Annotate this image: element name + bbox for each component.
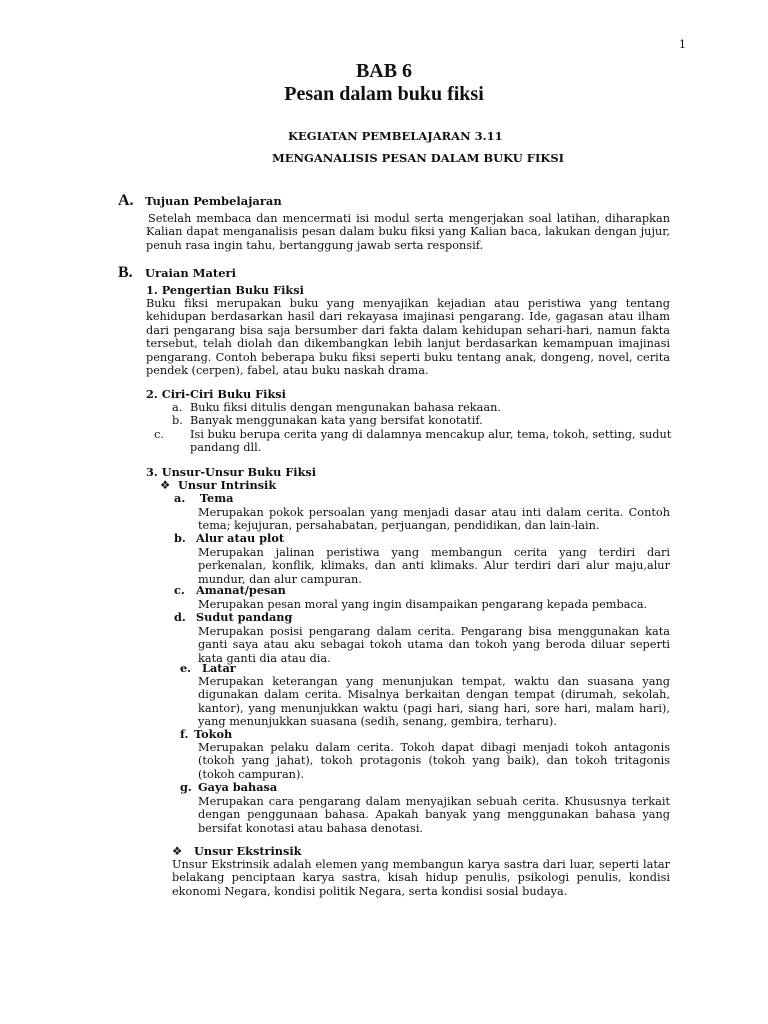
intrinsik-c-text: Merupakan pesan moral yang ingin disampaikan pengarang kepada pembaca.	[198, 598, 648, 611]
intrinsik-d-label: d.	[174, 610, 186, 624]
intrinsik-g-label: g.	[180, 780, 192, 794]
intrinsik-a-title: Tema	[196, 491, 234, 505]
intrinsik-d-title: Sudut pandang	[196, 610, 293, 624]
item2-point-a-label: a.	[172, 401, 183, 414]
item2-point-b	[172, 414, 672, 427]
section-a-title: Tujuan Pembelajaran	[145, 194, 282, 208]
item2-point-a	[172, 401, 672, 414]
intrinsik-e-title: Latar	[202, 661, 236, 675]
intrinsik-g-heading	[180, 781, 277, 794]
ekstrinsik-title: Unsur Ekstrinsik	[194, 844, 302, 858]
item2-point-a-text: Buku fiksi ditulis dengan mengunakan bahasa rekaan.	[190, 401, 501, 414]
diamond-bullet-icon: ❖	[160, 479, 171, 492]
intrinsik-c-heading	[174, 584, 286, 597]
intrinsik-c-label: c.	[174, 583, 185, 597]
intrinsik-e-heading	[180, 662, 236, 675]
section-a-letter: A.	[118, 192, 134, 209]
intrinsik-f-heading	[180, 728, 232, 741]
intrinsik-b-label: b.	[174, 531, 186, 545]
item2-point-c	[154, 428, 675, 455]
intrinsik-e-label: e.	[180, 661, 192, 675]
page-number: 1	[679, 38, 686, 51]
item1-heading: 1. Pengertian Buku Fiksi	[146, 283, 304, 297]
intrinsik-f-title: Tokoh	[194, 727, 233, 741]
intrinsik-g-text: Merupakan cara pengarang dalam menyajikan sebuah cerita. Khususnya terkait dengan penggunaan bahasa. Apakah banyak yang menggunakan bahasa yang bersifat konotasi atau bahasa denotasi.	[198, 795, 670, 835]
chapter-header	[0, 60, 768, 105]
intrinsik-g-title: Gaya bahasa	[198, 780, 278, 794]
item2-point-b-text: Banyak menggunakan kata yang bersifat konotatif.	[190, 414, 483, 427]
intrinsik-a-heading	[174, 492, 234, 505]
activity-title: MENGANALISIS PESAN DALAM BUKU FIKSI	[272, 151, 565, 165]
section-b-letter: B.	[118, 264, 133, 281]
intrinsik-e-text: Merupakan keterangan yang menunjukan tempat, waktu dan suasana yang digunakan dalam cerita. Misalnya berkaitan dengan tempat (dirumah, sekolah, kantor), yang menunjukkan waktu (pagi hari, siang hari, sore hari, malam hari), yang menunjukkan suasana (sedih, senang, gembira, terharu).	[198, 675, 670, 729]
intrinsik-d-text: Merupakan posisi pengarang dalam cerita. Pengarang bisa menggunakan kata ganti saya atau aku sebagai tokoh utama dan tokoh yang beroda diluar seperti kata ganti dia atau dia.	[198, 625, 670, 665]
item3-heading: 3. Unsur-Unsur Buku Fiksi	[146, 465, 317, 479]
intrinsik-d-heading	[174, 611, 292, 624]
item1-text: Buku fiksi merupakan buku yang menyajikan kejadian atau peristiwa yang tentang kehidupan berdasarkan hasil dari rekayasa imajinasi pengarang. Ide, gagasan atau ilham dari pengarang bisa saja bersumber dari fakta dalam kehidupan sehari-hari, namun fakta tersebut, telah diolah dan dikembangkan lebih lanjut berdasarkan kemampuan imajinasi pengarang. Contoh beberapa buku fiksi seperti buku tentang anak, dongeng, novel, cerita pendek (cerpen), fabel, atau buku naskah drama.	[146, 297, 670, 378]
intrinsik-b-text: Merupakan jalinan peristiwa yang membangun cerita yang terdiri dari perkenalan, konflik, klimaks, dan anti klimaks. Alur terdiri dari alur maju,alur mundur, dan alur campuran.	[198, 546, 670, 586]
section-b-title: Uraian Materi	[145, 266, 236, 280]
intrinsik-c-title: Amanat/pesan	[196, 583, 286, 597]
diamond-bullet-icon: ❖	[172, 845, 183, 858]
ekstrinsik-text: Unsur Ekstrinsik adalah elemen yang membangun karya sastra dari luar, seperti latar belakang penciptaan karya sastra, kisah hidup penulis, psikologi penulis, kondisi ekonomi Negara, kondisi politik Negara, serta kondisi sosial budaya.	[172, 858, 670, 898]
intrinsik-title: Unsur Intrinsik	[178, 478, 277, 492]
intrinsik-b-title: Alur atau plot	[196, 531, 285, 545]
item2-heading: 2. Ciri-Ciri Buku Fiksi	[146, 387, 286, 401]
item2-point-b-label: b.	[172, 414, 183, 427]
ekstrinsik-heading	[172, 845, 301, 858]
section-a-heading	[118, 194, 282, 208]
chapter-title: Pesan dalam buku fiksi	[284, 83, 484, 105]
intrinsik-b-heading	[174, 532, 284, 545]
section-b-heading	[118, 266, 236, 280]
section-a-text: Setelah membaca dan mencermati isi modul serta mengerjakan soal latihan, diharapkan Kalian dapat menganalisis pesan dalam buku fiksi yang Kalian baca, lakukan dengan jujur, penuh rasa ingin tahu, bertanggung jawab serta responsif.	[146, 212, 670, 252]
item2-point-c-text: Isi buku berupa cerita yang di dalamnya mencakup alur, tema, tokoh, setting, sudut pandang dll.	[190, 428, 672, 455]
intrinsik-a-text: Merupakan pokok persoalan yang menjadi dasar atau inti dalam cerita. Contoh tema; kejujuran, persahabatan, perjuangan, pendidikan, dan lain-lain.	[198, 506, 670, 533]
chapter-label: BAB 6	[355, 60, 413, 82]
activity-label: KEGIATAN PEMBELAJARAN 3.11	[288, 129, 503, 143]
item2-point-c-label: c.	[154, 428, 164, 441]
intrinsik-a-label: a.	[174, 491, 186, 505]
intrinsik-f-label: f.	[180, 727, 189, 741]
intrinsik-f-text: Merupakan pelaku dalam cerita. Tokoh dapat dibagi menjadi tokoh antagonis (tokoh yang jahat), tokoh protagonis (tokoh yang baik), dan tokoh tritagonis (tokoh campuran).	[198, 741, 670, 781]
